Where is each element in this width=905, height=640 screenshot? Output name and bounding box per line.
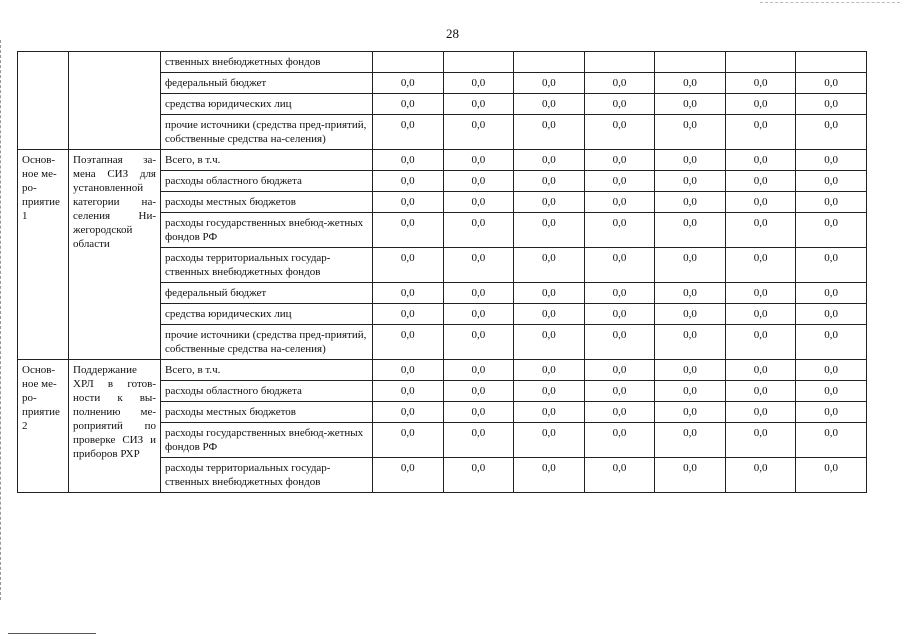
table-row <box>18 150 867 171</box>
value-cell: 0,0 <box>725 325 796 360</box>
value-cell: 0,0 <box>443 192 514 213</box>
activity-name-cell: Основ-ное ме-ро-приятие 2 <box>18 360 69 493</box>
value-cell: 0,0 <box>373 458 444 493</box>
value-cell: 0,0 <box>796 304 867 325</box>
table-body <box>18 52 867 493</box>
value-cell: 0,0 <box>655 94 726 115</box>
value-cell: 0,0 <box>796 402 867 423</box>
value-cell: 0,0 <box>725 192 796 213</box>
value-cell: 0,0 <box>655 458 726 493</box>
value-cell: 0,0 <box>655 325 726 360</box>
value-cell: 0,0 <box>443 325 514 360</box>
value-cell: 0,0 <box>725 73 796 94</box>
value-cell: 0,0 <box>584 171 655 192</box>
value-cell: 0,0 <box>443 171 514 192</box>
value-cell <box>373 52 444 73</box>
value-cell: 0,0 <box>796 248 867 283</box>
funding-table <box>17 51 867 493</box>
funding-source-cell: средства юридических лиц <box>161 304 373 325</box>
activity-cell-continued <box>18 52 69 150</box>
value-cell: 0,0 <box>514 402 585 423</box>
value-cell: 0,0 <box>655 360 726 381</box>
value-cell: 0,0 <box>796 73 867 94</box>
value-cell: 0,0 <box>373 325 444 360</box>
value-cell: 0,0 <box>655 73 726 94</box>
funding-source-cell: ственных внебюджетных фондов <box>161 52 373 73</box>
funding-source-cell: федеральный бюджет <box>161 73 373 94</box>
value-cell: 0,0 <box>655 381 726 402</box>
value-cell: 0,0 <box>443 360 514 381</box>
value-cell: 0,0 <box>655 213 726 248</box>
value-cell: 0,0 <box>373 402 444 423</box>
value-cell: 0,0 <box>443 402 514 423</box>
value-cell: 0,0 <box>725 423 796 458</box>
value-cell: 0,0 <box>443 248 514 283</box>
value-cell: 0,0 <box>373 115 444 150</box>
value-cell: 0,0 <box>514 325 585 360</box>
funding-source-cell: расходы территориальных государ-ственных внебюджетных фондов <box>161 248 373 283</box>
description-cell-continued <box>69 52 161 150</box>
value-cell: 0,0 <box>514 73 585 94</box>
value-cell: 0,0 <box>514 150 585 171</box>
value-cell: 0,0 <box>725 304 796 325</box>
value-cell: 0,0 <box>373 171 444 192</box>
value-cell: 0,0 <box>514 115 585 150</box>
funding-source-cell: прочие источники (средства пред-приятий, собственные средства на-селения) <box>161 325 373 360</box>
value-cell: 0,0 <box>584 423 655 458</box>
value-cell: 0,0 <box>373 423 444 458</box>
value-cell: 0,0 <box>514 192 585 213</box>
value-cell <box>796 52 867 73</box>
value-cell: 0,0 <box>584 73 655 94</box>
value-cell: 0,0 <box>796 458 867 493</box>
value-cell: 0,0 <box>725 115 796 150</box>
value-cell: 0,0 <box>796 171 867 192</box>
value-cell: 0,0 <box>584 360 655 381</box>
value-cell: 0,0 <box>373 304 444 325</box>
value-cell: 0,0 <box>725 248 796 283</box>
value-cell: 0,0 <box>655 423 726 458</box>
value-cell: 0,0 <box>373 73 444 94</box>
value-cell: 0,0 <box>373 283 444 304</box>
funding-source-cell: расходы государственных внебюд-жетных фондов РФ <box>161 213 373 248</box>
funding-source-cell: прочие источники (средства пред-приятий, собственные средства на-селения) <box>161 115 373 150</box>
table-row <box>18 360 867 381</box>
value-cell: 0,0 <box>373 360 444 381</box>
value-cell: 0,0 <box>655 304 726 325</box>
value-cell <box>725 52 796 73</box>
value-cell: 0,0 <box>443 73 514 94</box>
table-row <box>18 52 867 73</box>
value-cell: 0,0 <box>725 360 796 381</box>
value-cell: 0,0 <box>373 248 444 283</box>
value-cell: 0,0 <box>584 402 655 423</box>
value-cell: 0,0 <box>514 171 585 192</box>
value-cell: 0,0 <box>796 150 867 171</box>
value-cell: 0,0 <box>655 402 726 423</box>
value-cell: 0,0 <box>443 150 514 171</box>
value-cell: 0,0 <box>584 381 655 402</box>
value-cell: 0,0 <box>796 213 867 248</box>
value-cell <box>655 52 726 73</box>
value-cell: 0,0 <box>796 94 867 115</box>
value-cell: 0,0 <box>443 213 514 248</box>
value-cell: 0,0 <box>655 248 726 283</box>
value-cell: 0,0 <box>373 213 444 248</box>
value-cell: 0,0 <box>796 360 867 381</box>
value-cell: 0,0 <box>584 458 655 493</box>
value-cell: 0,0 <box>373 150 444 171</box>
value-cell: 0,0 <box>373 94 444 115</box>
value-cell: 0,0 <box>514 213 585 248</box>
value-cell: 0,0 <box>443 458 514 493</box>
funding-source-cell: Всего, в т.ч. <box>161 360 373 381</box>
value-cell: 0,0 <box>796 381 867 402</box>
funding-source-cell: расходы областного бюджета <box>161 381 373 402</box>
value-cell: 0,0 <box>655 283 726 304</box>
value-cell: 0,0 <box>725 458 796 493</box>
value-cell: 0,0 <box>584 150 655 171</box>
funding-source-cell: федеральный бюджет <box>161 283 373 304</box>
funding-source-cell: расходы местных бюджетов <box>161 192 373 213</box>
funding-source-cell: расходы областного бюджета <box>161 171 373 192</box>
value-cell: 0,0 <box>725 283 796 304</box>
scan-margin-line <box>0 40 1 600</box>
value-cell: 0,0 <box>655 171 726 192</box>
value-cell: 0,0 <box>584 213 655 248</box>
value-cell: 0,0 <box>584 192 655 213</box>
value-cell: 0,0 <box>725 381 796 402</box>
funding-source-cell: расходы государственных внебюд-жетных фондов РФ <box>161 423 373 458</box>
value-cell: 0,0 <box>725 150 796 171</box>
value-cell: 0,0 <box>584 304 655 325</box>
value-cell: 0,0 <box>514 423 585 458</box>
value-cell: 0,0 <box>373 381 444 402</box>
value-cell: 0,0 <box>796 325 867 360</box>
value-cell: 0,0 <box>584 115 655 150</box>
value-cell <box>514 52 585 73</box>
value-cell: 0,0 <box>584 325 655 360</box>
footnote-rule <box>8 633 96 634</box>
value-cell: 0,0 <box>796 423 867 458</box>
value-cell: 0,0 <box>655 150 726 171</box>
value-cell: 0,0 <box>725 94 796 115</box>
funding-source-cell: расходы местных бюджетов <box>161 402 373 423</box>
value-cell: 0,0 <box>655 115 726 150</box>
value-cell: 0,0 <box>443 94 514 115</box>
value-cell: 0,0 <box>373 192 444 213</box>
value-cell: 0,0 <box>514 94 585 115</box>
value-cell: 0,0 <box>514 248 585 283</box>
value-cell: 0,0 <box>443 304 514 325</box>
value-cell: 0,0 <box>443 283 514 304</box>
value-cell: 0,0 <box>514 458 585 493</box>
value-cell: 0,0 <box>584 283 655 304</box>
funding-source-cell: Всего, в т.ч. <box>161 150 373 171</box>
value-cell: 0,0 <box>514 381 585 402</box>
value-cell: 0,0 <box>443 115 514 150</box>
value-cell: 0,0 <box>725 171 796 192</box>
value-cell <box>584 52 655 73</box>
activity-description-cell: Поддержание ХРЛ в готов-ности к вы-полнению ме-роприятий по проверке СИЗ и приборов РХР <box>69 360 161 493</box>
page-number: 28 <box>446 26 459 41</box>
value-cell: 0,0 <box>584 94 655 115</box>
value-cell: 0,0 <box>725 213 796 248</box>
value-cell: 0,0 <box>443 423 514 458</box>
scan-top-rule <box>760 2 900 3</box>
activity-description-cell: Поэтапная за-мена СИЗ для установленной категории на-селения Ни-жегородской области <box>69 150 161 360</box>
funding-source-cell: средства юридических лиц <box>161 94 373 115</box>
value-cell: 0,0 <box>655 192 726 213</box>
value-cell: 0,0 <box>725 402 796 423</box>
value-cell: 0,0 <box>796 115 867 150</box>
funding-source-cell: расходы территориальных государ-ственных внебюджетных фондов <box>161 458 373 493</box>
value-cell <box>443 52 514 73</box>
value-cell: 0,0 <box>514 304 585 325</box>
value-cell: 0,0 <box>796 192 867 213</box>
value-cell: 0,0 <box>514 283 585 304</box>
value-cell: 0,0 <box>443 381 514 402</box>
value-cell: 0,0 <box>514 360 585 381</box>
value-cell: 0,0 <box>796 283 867 304</box>
value-cell: 0,0 <box>584 248 655 283</box>
activity-name-cell: Основ-ное ме-ро-приятие 1 <box>18 150 69 360</box>
